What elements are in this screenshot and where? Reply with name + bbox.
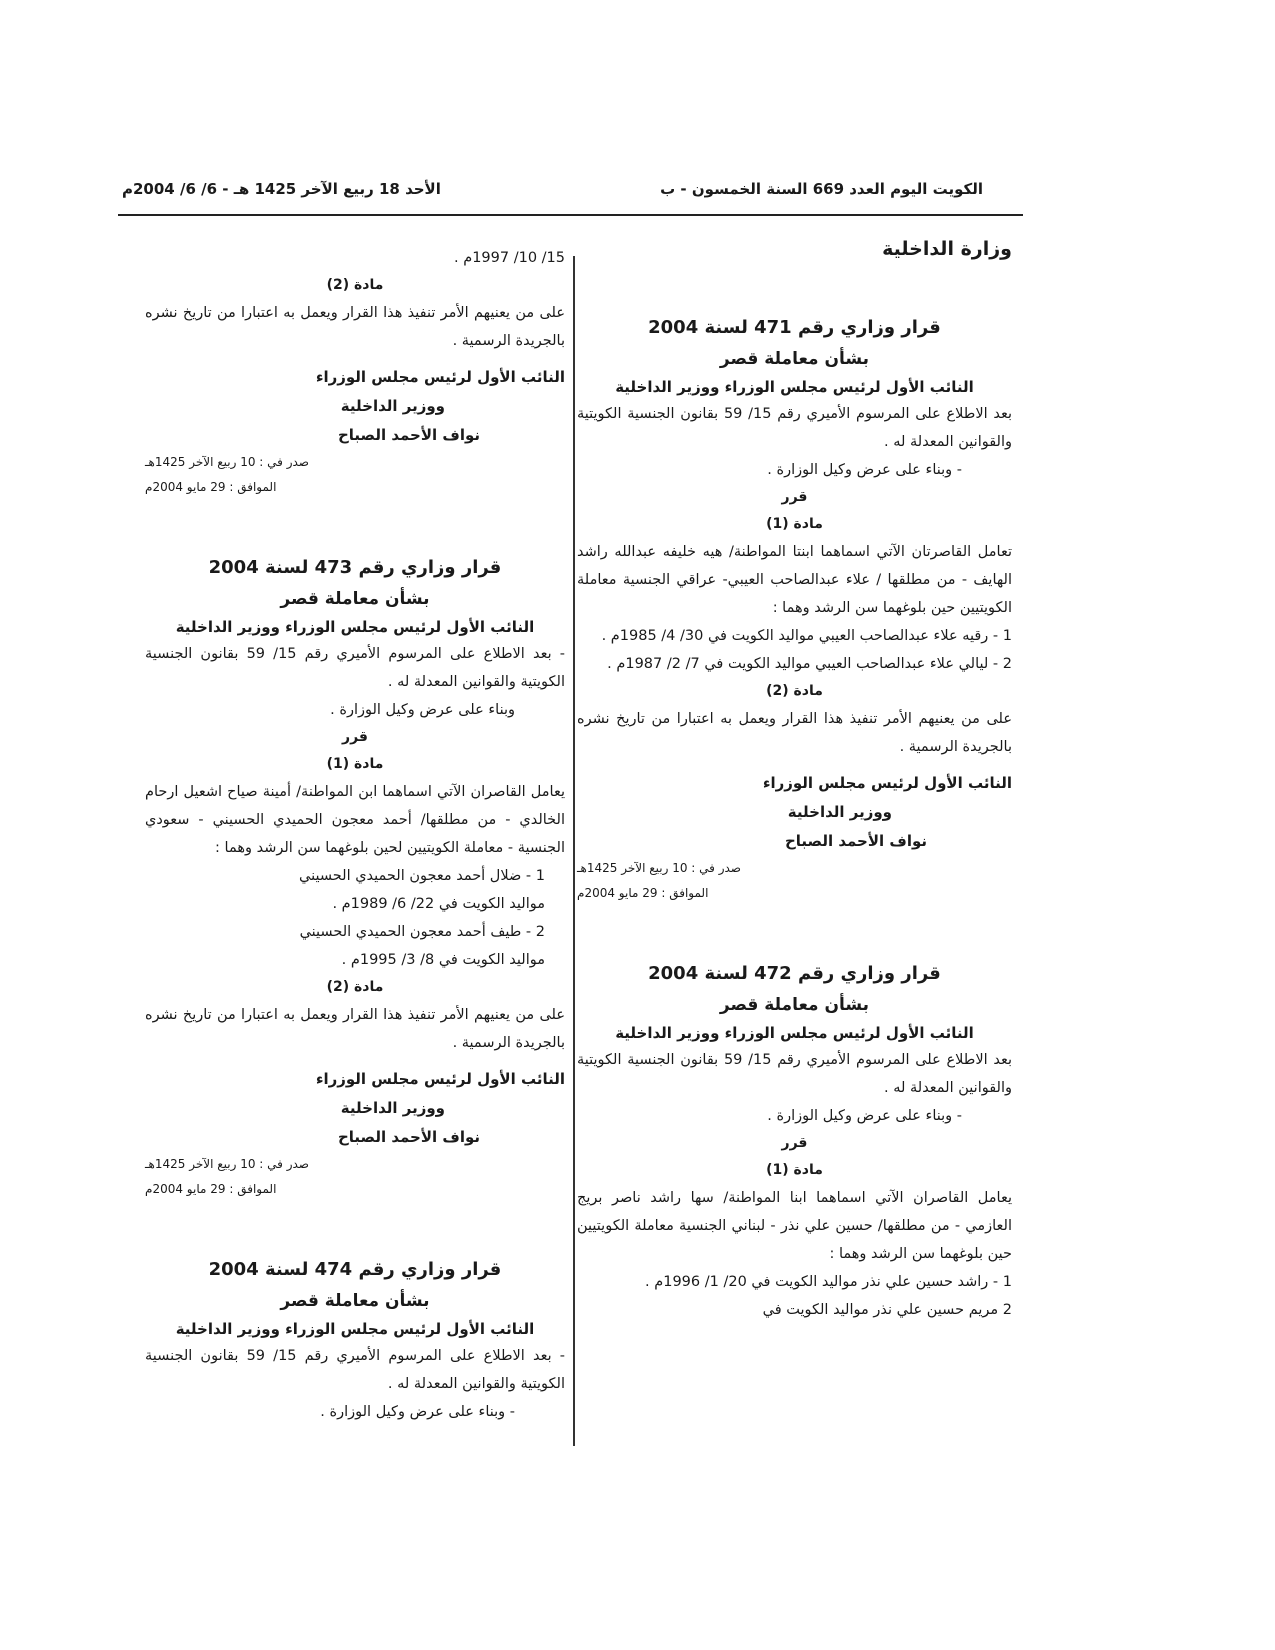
- issue-date-block: [577, 856, 757, 906]
- ministry-name: وزارة الداخلية: [882, 238, 1012, 260]
- signature-name: نواف الأحمد الصباح: [784, 832, 927, 850]
- preamble-text: - وبناء على عرض وكيل الوزارة .: [320, 1404, 515, 1420]
- article-text: يعامل القاصران الآتي اسماهما ابنا المواطنة/ سها راشد ناصر بريج العازمي - من مطلقها/ حسين علي نذر - لبناني الجنسية معاملة الكويتيين حين بلوغهما سن الرشد وهما :: [577, 1190, 1012, 1262]
- header-issue-info: الكويت اليوم العدد 669 السنة الخمسون - ب: [660, 180, 983, 198]
- preamble-text: - وبناء على عرض وكيل الوزارة .: [767, 462, 962, 478]
- article-heading: مادة (1): [326, 756, 384, 772]
- column-divider: [573, 256, 575, 1446]
- signature-title: ووزير الداخلية: [340, 397, 445, 415]
- decree-472: [577, 958, 1012, 1324]
- signature-title: النائب الأول لرئيس مجلس الوزراء: [762, 774, 1012, 792]
- decree-subject: بشأن معاملة قصر: [719, 349, 870, 369]
- decree-authority: النائب الأول لرئيس مجلس الوزراء ووزير الداخلية: [615, 378, 974, 396]
- left-column: [145, 244, 565, 1426]
- preamble-text: وبناء على عرض وكيل الوزارة .: [330, 702, 515, 718]
- decree-authority: النائب الأول لرئيس مجلس الوزراء ووزير الداخلية: [615, 1024, 974, 1042]
- article-text: يعامل القاصران الآتي اسماهما ابن المواطنة/ أمينة صياح اشعيل ارحام الخالدي - من مطلقها/ أحمد معجون الحميدي الحسيني - سعودي الجنسية - معاملة الكويتيين لحين بلوغهما سن الرشد وهما :: [145, 784, 565, 856]
- preamble-text: - بعد الاطلاع على المرسوم الأميري رقم 15/ 59 بقانون الجنسية الكويتية والقوانين المعدلة له .: [145, 646, 566, 690]
- preamble-text: - وبناء على عرض وكيل الوزارة .: [767, 1108, 962, 1124]
- article-text: على من يعنيهم الأمر تنفيذ هذا القرار ويعمل به اعتبارا من تاريخ نشره بالجريدة الرسمية .: [145, 1007, 565, 1051]
- decree-471: [577, 312, 1012, 906]
- decree-authority: النائب الأول لرئيس مجلس الوزراء ووزير الداخلية: [175, 618, 535, 636]
- decree-authority: النائب الأول لرئيس مجلس الوزراء ووزير الداخلية: [175, 1320, 535, 1338]
- list-item: مواليد الكويت في 22/ 6/ 1989م .: [332, 896, 545, 912]
- decree-473: [145, 552, 565, 1202]
- date-line: 15/ 10/ 1997م .: [453, 250, 565, 266]
- gregorian-date: الموافق : 29 مايو 2004م: [145, 480, 277, 494]
- article-heading: مادة (2): [766, 683, 823, 699]
- article-text: على من يعنيهم الأمر تنفيذ هذا القرار ويعمل به اعتبارا من تاريخ نشره بالجريدة الرسمية .: [145, 305, 565, 349]
- article-heading: مادة (1): [766, 1162, 823, 1178]
- decided-label: قرر: [781, 489, 808, 505]
- decree-title: قرار وزاري رقم 472 لسنة 2004: [648, 963, 941, 984]
- article-text: على من يعنيهم الأمر تنفيذ هذا القرار ويعمل به اعتبارا من تاريخ نشره بالجريدة الرسمية .: [577, 711, 1012, 755]
- gregorian-date: الموافق : 29 مايو 2004م: [577, 886, 709, 900]
- issued-date: صدر في : 10 ربيع الآخر 1425هـ: [145, 455, 309, 469]
- signature-title: النائب الأول لرئيس مجلس الوزراء: [315, 1070, 565, 1088]
- article-heading: مادة (2): [326, 277, 384, 293]
- header-date: الأحد 18 ربيع الآخر 1425 هـ - 6/ 6/ 2004م: [122, 180, 441, 198]
- decree-subject: بشأن معاملة قصر: [280, 1291, 430, 1311]
- right-column: [577, 238, 1012, 1324]
- decided-label: قرر: [781, 1135, 808, 1151]
- list-item: 1 - راشد حسين علي نذر مواليد الكويت في 20/ 1/ 1996م .: [645, 1274, 1012, 1290]
- decree-continuation: [145, 244, 565, 500]
- issue-date-block: [145, 1152, 325, 1202]
- signature-name: نواف الأحمد الصباح: [337, 426, 480, 444]
- list-item: مواليد الكويت في 8/ 3/ 1995م .: [341, 952, 545, 968]
- gregorian-date: الموافق : 29 مايو 2004م: [145, 1182, 277, 1196]
- list-item: 1 - ضلال أحمد معجون الحميدي الحسيني: [299, 868, 545, 884]
- article-heading: مادة (2): [326, 979, 384, 995]
- list-item: 2 - ليالي علاء عبدالصاحب العيبي مواليد الكويت في 7/ 2/ 1987م .: [607, 656, 1012, 672]
- list-item: 2 مريم حسين علي نذر مواليد الكويت في: [762, 1302, 1012, 1318]
- issue-date-block: [145, 450, 325, 500]
- signature-title: النائب الأول لرئيس مجلس الوزراء: [315, 368, 565, 386]
- decided-label: قرر: [342, 729, 368, 745]
- article-text: تعامل القاصرتان الآتي اسماهما ابنتا المواطنة/ هيه خليفه عبدالله راشد الهايف - من مطلقها / علاء عبدالصاحب العيبي- عراقي الجنسية معاملة الكويتيين حين بلوغهما سن الرشد وهما :: [577, 544, 1012, 616]
- signature-name: نواف الأحمد الصباح: [337, 1128, 480, 1146]
- decree-title: قرار وزاري رقم 474 لسنة 2004: [208, 1259, 502, 1280]
- list-item: 2 - طيف أحمد معجون الحميدي الحسيني: [299, 924, 545, 940]
- issued-date: صدر في : 10 ربيع الآخر 1425هـ: [577, 861, 741, 875]
- preamble-text: - بعد الاطلاع على المرسوم الأميري رقم 15/ 59 بقانون الجنسية الكويتية والقوانين المعدلة له .: [145, 1348, 566, 1392]
- issued-date: صدر في : 10 ربيع الآخر 1425هـ: [145, 1157, 309, 1171]
- decree-title: قرار وزاري رقم 473 لسنة 2004: [208, 557, 502, 578]
- signature-title: ووزير الداخلية: [787, 803, 892, 821]
- preamble-text: بعد الاطلاع على المرسوم الأميري رقم 15/ 59 بقانون الجنسية الكويتية والقوانين المعدلة له .: [577, 1052, 1012, 1096]
- decree-474: [145, 1254, 565, 1426]
- decree-subject: بشأن معاملة قصر: [280, 589, 430, 609]
- signature-title: ووزير الداخلية: [340, 1099, 445, 1117]
- decree-subject: بشأن معاملة قصر: [719, 995, 870, 1015]
- decree-title: قرار وزاري رقم 471 لسنة 2004: [648, 317, 941, 338]
- preamble-text: بعد الاطلاع على المرسوم الأميري رقم 15/ 59 بقانون الجنسية الكويتية والقوانين المعدلة له .: [577, 406, 1012, 450]
- article-heading: مادة (1): [766, 516, 823, 532]
- list-item: 1 - رقيه علاء عبدالصاحب العيبي مواليد الكويت في 30/ 4/ 1985م .: [601, 628, 1012, 644]
- header-rule: [118, 214, 1023, 216]
